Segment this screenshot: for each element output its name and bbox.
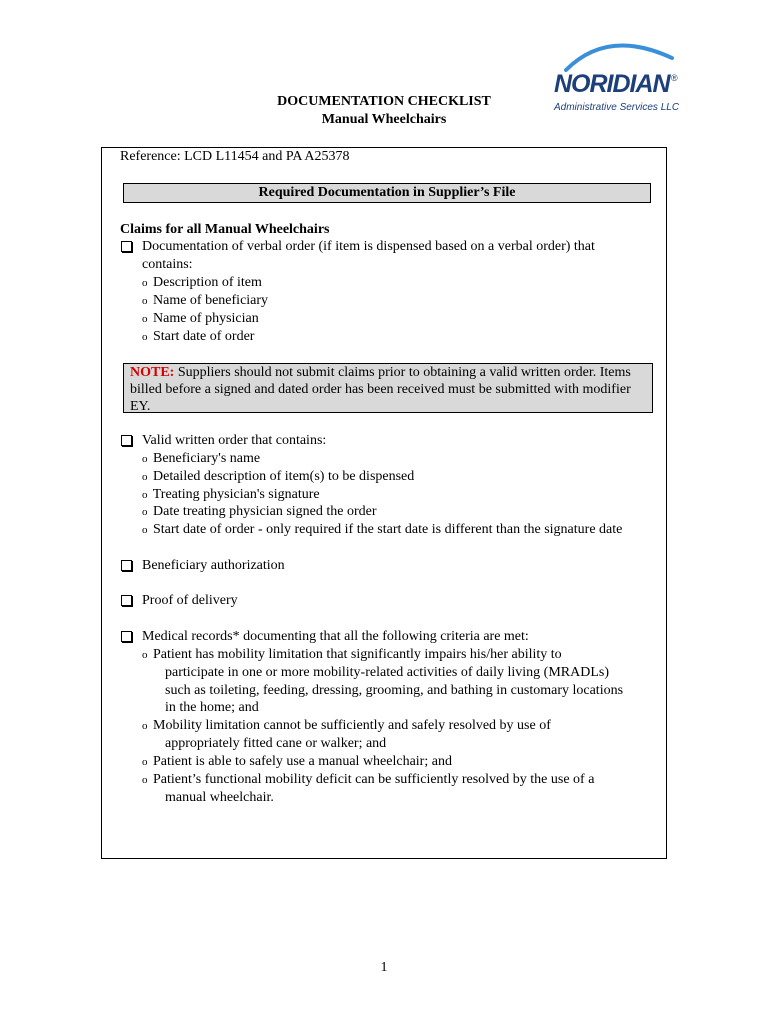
- delivery-label: Proof of delivery: [142, 593, 238, 608]
- verbal-order-line2: contains:: [142, 257, 193, 272]
- verbal-order-checkbox[interactable]: [121, 241, 132, 252]
- list-item-continuation: such as toileting, feeding, dressing, grooming, and bathing in customary locations: [165, 683, 624, 698]
- list-item: o Date treating physician signed the order: [142, 504, 377, 519]
- medical-records-label: Medical records* documenting that all the following criteria are met:: [142, 629, 529, 644]
- list-item: o Treating physician's signature: [142, 487, 320, 502]
- reference-text: Reference: LCD L11454 and PA A25378: [120, 149, 350, 164]
- required-documentation-heading: Required Documentation in Supplier’s File: [123, 183, 651, 203]
- list-item: o Name of physician: [142, 311, 259, 326]
- note-line2: billed before a signed and dated order has been received must be submitted with modifier: [130, 382, 631, 397]
- list-item: o Description of item: [142, 275, 262, 290]
- list-item-continuation: manual wheelchair.: [165, 790, 274, 805]
- authorization-checkbox[interactable]: [121, 560, 132, 571]
- written-order-checkbox[interactable]: [121, 435, 132, 446]
- list-item: o Patient has mobility limitation that significantly impairs his/her ability to: [142, 647, 562, 662]
- logo-arc-icon: [548, 32, 688, 72]
- list-item: o Detailed description of item(s) to be dispensed: [142, 469, 415, 484]
- logo-registered-mark: ®: [671, 73, 678, 83]
- page-number: 1: [380, 960, 388, 975]
- authorization-label: Beneficiary authorization: [142, 558, 285, 573]
- medical-records-checkbox[interactable]: [121, 631, 132, 642]
- note-label: NOTE:: [130, 365, 175, 380]
- list-item: o Patient is able to safely use a manual wheelchair; and: [142, 754, 452, 769]
- list-item-continuation: participate in one or more mobility-related activities of daily living (MRADLs): [165, 665, 609, 680]
- list-item: o Name of beneficiary: [142, 293, 269, 308]
- list-item: o Patient’s functional mobility deficit can be sufficiently resolved by the use of a: [142, 772, 595, 787]
- list-item: o Start date of order: [142, 329, 255, 344]
- written-order-label: Valid written order that contains:: [142, 433, 327, 448]
- list-item: o Beneficiary's name: [142, 451, 261, 466]
- list-item-continuation: in the home; and: [165, 700, 259, 715]
- delivery-checkbox[interactable]: [121, 595, 132, 606]
- list-item: o Start date of order - only required if the start date is different than the signature date: [142, 522, 623, 537]
- document-title: DOCUMENTATION CHECKLIST: [277, 94, 491, 109]
- verbal-order-line1: Documentation of verbal order (if item is dispensed based on a verbal order) that: [142, 239, 595, 254]
- list-item: o Mobility limitation cannot be sufficiently and safely resolved by use of: [142, 718, 551, 733]
- section-heading: Claims for all Manual Wheelchairs: [120, 222, 330, 237]
- note-line3: EY.: [130, 399, 151, 414]
- note-box: [123, 363, 653, 413]
- logo-subtitle: Administrative Services LLC: [554, 102, 680, 113]
- list-item-continuation: appropriately fitted cane or walker; and: [165, 736, 387, 751]
- document-subtitle: Manual Wheelchairs: [321, 112, 447, 127]
- logo-name: NORIDIAN: [554, 70, 670, 98]
- note-line1: NOTE: Suppliers should not submit claims prior to obtaining a valid written order. Items: [130, 365, 631, 380]
